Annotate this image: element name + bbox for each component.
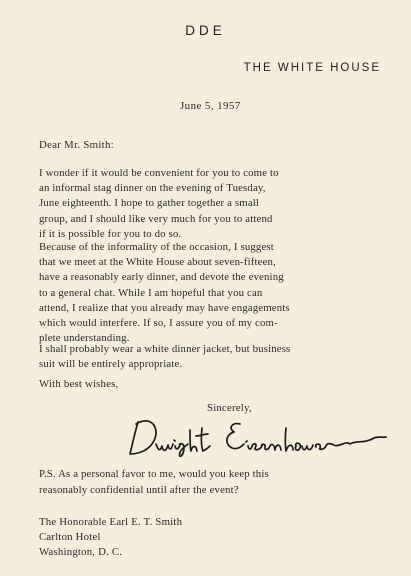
- body-line: Because of the informality of the occasion, I suggest: [39, 241, 274, 253]
- body-paragraph-3: [39, 342, 389, 372]
- postscript-line: P.S. As a personal favor to me, would you keep this: [39, 468, 269, 480]
- closing-wishes: With best wishes,: [39, 378, 119, 390]
- body-line: group, and I should like very much for you to attend: [39, 212, 273, 225]
- body-line: which would interfere. If so, I assure you of my com-: [39, 317, 278, 330]
- body-line: an informal stag dinner on the evening of Tuesday,: [39, 182, 266, 195]
- address-line: Carlton Hotel: [39, 531, 101, 543]
- address-line: The Honorable Earl E. T. Smith: [39, 516, 183, 528]
- body-paragraph-1: [39, 166, 389, 242]
- body-line: if it is possible for you to do so.: [39, 227, 182, 240]
- address-line: Washington, D. C.: [39, 546, 123, 558]
- letterhead-monogram: DDE: [185, 23, 226, 38]
- body-line: have a reasonably early dinner, and devote the evening: [39, 271, 284, 284]
- body-line: attend, I realize that you already may have engagements: [39, 301, 290, 314]
- body-line: that we meet at the White House about seven-fifteen,: [39, 256, 276, 269]
- postscript: [39, 467, 389, 498]
- body-line: I shall probably wear a white dinner jacket, but business: [39, 343, 291, 355]
- body-paragraph-2: [39, 240, 389, 346]
- letterhead-title: THE WHITE HOUSE: [243, 62, 381, 74]
- body-line: suit will be entirely appropriate.: [39, 358, 183, 371]
- body-line: I wonder if it would be convenient for you to come to: [39, 167, 279, 179]
- body-line: to a general chat. While I am hopeful that you can: [39, 286, 263, 299]
- salutation: Dear Mr. Smith:: [39, 139, 114, 151]
- body-line: plete understanding.: [39, 332, 130, 345]
- handwritten-signature: [128, 410, 390, 462]
- closing-valediction: Sincerely,: [207, 402, 252, 414]
- body-line: June eighteenth. I hope to gather together a small: [39, 197, 260, 210]
- postscript-line: reasonably confidential until after the event?: [39, 483, 239, 496]
- recipient-address: [39, 515, 182, 560]
- letter-date: June 5, 1957: [180, 100, 241, 112]
